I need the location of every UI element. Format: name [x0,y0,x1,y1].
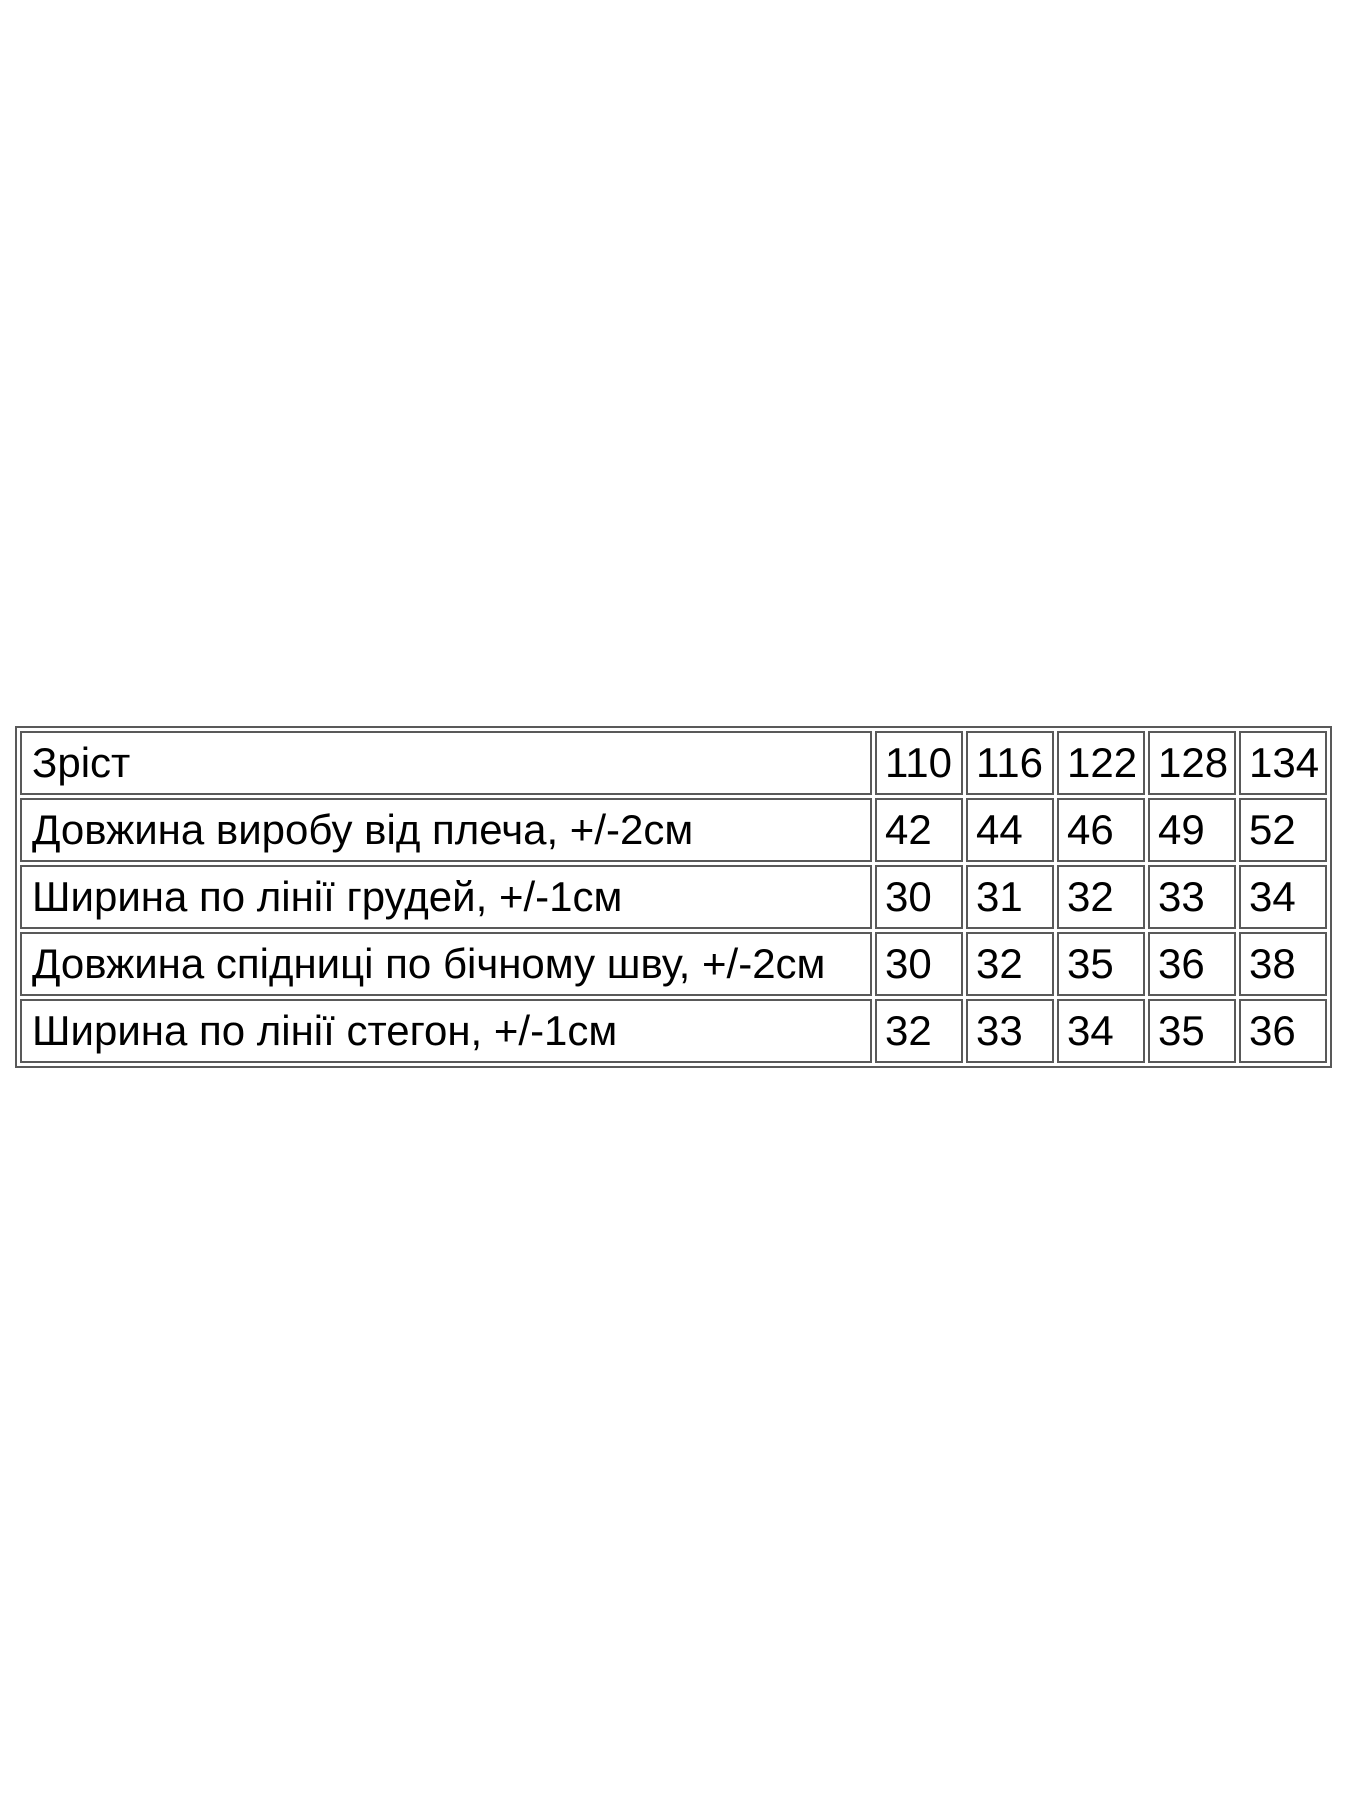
size-value: 110 [875,731,963,795]
size-value: 32 [1057,865,1145,929]
size-value: 35 [1148,999,1236,1063]
size-value: 46 [1057,798,1145,862]
table-row-skirt-length [20,932,1327,996]
size-value: 134 [1239,731,1327,795]
size-value: 128 [1148,731,1236,795]
size-value: 122 [1057,731,1145,795]
size-value: 34 [1057,999,1145,1063]
size-value: 116 [966,731,1054,795]
table-row-hip-width [20,999,1327,1063]
row-label-chest-width: Ширина по лінії грудей, +/-1см [20,865,872,929]
size-value: 49 [1148,798,1236,862]
size-value: 33 [1148,865,1236,929]
size-chart-body [20,731,1327,1063]
table-row-height [20,731,1327,795]
size-value: 35 [1057,932,1145,996]
size-value: 32 [966,932,1054,996]
row-label-height: Зріст [20,731,872,795]
size-value: 36 [1148,932,1236,996]
size-value: 42 [875,798,963,862]
size-value: 30 [875,865,963,929]
size-value: 38 [1239,932,1327,996]
size-value: 31 [966,865,1054,929]
row-label-hip-width: Ширина по лінії стегон, +/-1см [20,999,872,1063]
table-row-product-length [20,798,1327,862]
size-value: 30 [875,932,963,996]
table-row-chest-width [20,865,1327,929]
row-label-skirt-length: Довжина спідниці по бічному шву, +/-2см [20,932,872,996]
size-value: 34 [1239,865,1327,929]
size-value: 52 [1239,798,1327,862]
size-chart-table [15,726,1332,1068]
size-value: 44 [966,798,1054,862]
size-value: 33 [966,999,1054,1063]
size-value: 32 [875,999,963,1063]
row-label-product-length: Довжина виробу від плеча, +/-2см [20,798,872,862]
size-value: 36 [1239,999,1327,1063]
